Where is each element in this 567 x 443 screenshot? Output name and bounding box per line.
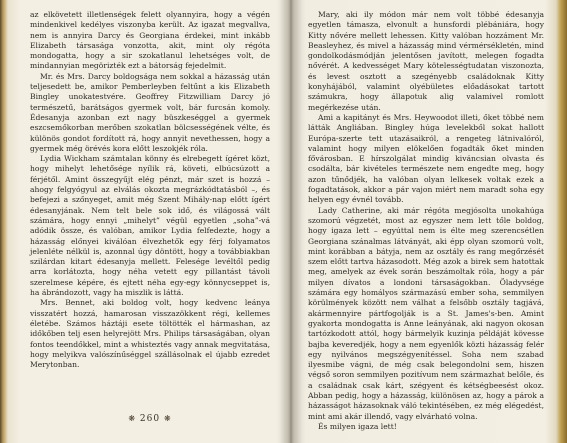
paragraph: Lady Catherine, aki már régóta megjósolta unokahúga szomorú végzetét, most az egyszer nem lett tőle boldog, hogy igaza lett – egyúttal nem is élte meg szerencsétlen Georgiana szánalmas látványát, aki épp olyan szomorú volt, mint korábban a bátyja, nem az osztály és rang megőrzését szem előtt tartva házasodott. Még azok a birek sem hatottak meg, amelyek az évek során beszámoltak róla, hogy a pár milyen dívatos a londoni társaságokban. Öladyvsége számára egy homályos származású ember soha, semmilyen körülmények között nem válhat a felsőbb osztály tagjává, akármennyire pártfogolják is a St. James's-ben. Amint gyakorta mondogatta is Anne leányának, aki nagyon okosan tartózkodott attól, hogy bármelyik kuzinja példáját kövesse bajba keveredjék, hogy a nem egyenlők közti házasság felér egy nyilvános megszégyenítéssel. Soha nem szabad ilyesmibe vágni, de még csak belegondolni sem, hiszen végső soron semmilyen pozitívum nem származhat belőle, és a családnak csak kárt, szégyent és kétségbeesést okoz. Abban pedig, hogy a házasság, különösen az, hogy a párok a házasságot házasoknak váló tekintésében, ez még elégedést, mint ami akár illendő, vagy elvárható volna. <box>308 205 544 421</box>
paragraph: Mr. és Mrs. Darcy boldogsága nem sokkal a házasság után teljesedett be, amikor Pemberleyben feltűnt a kis Elizabeth Bingley unokatestvére. Geoffrey Fitzwilliam Darcy jó természetű, barátságos gyermek volt, bár furcsán komoly. Édesanyja azonban ezt nagy büszkeséggel a gyermek eszcsemőkorban merőben szokatlan bölcsességének vélte, és különös gondot fordított rá, hogy annyit nevethessen, hogy a gyermek még örévés kora előtt leszokjék róla. <box>30 71 270 153</box>
paragraph: Mrs. Bennet, aki boldog volt, hogy kedvenc leánya visszatért hozzá, hamarosan visszazökkent régi, kellemes életébe. Számos háztáji esete töltötték el hármashan, az időkőben telj esen helyrejött Mrs. Philips társaságában, olyan fontos teendőkkel, mint a whisteztés vagy annak megvitatása, hogy melyikva valószínűséggel szállásolnak el újabb ezredet Merytonban. <box>30 298 270 370</box>
ornament-star-icon: ❋ <box>128 414 137 423</box>
paragraph: Ami a kapitányt és Mrs. Heywoodot illeti, őket többé nem látták Angliában. Bingley húga levelekből sokat hallott Európa-szerte tett utazásaikról, a rengeteg látnivalóról, valamint hogy milyen elökelően fogadták őket minden fővárosban. E hírszolgálat mindig kiváncsian olvasta és csodálta, bár kivételes természete nem engedte meg, hogy azon tűnődjék, ha valóban olyan lelkesek voltak ezek a fogadtatások, akkor a pár vajon miért nem maradt soha egy helyen egy évnél tovább. <box>308 112 544 205</box>
left-page <box>30 10 270 370</box>
ornament-star-icon: ❋ <box>163 414 172 423</box>
book-gutter <box>276 0 306 443</box>
paragraph: Mary, aki ily módon már nem volt többé édesanyja egyetlen támasza, elvonult a hunsfordi plébániára, hogy Kitty nővére mellett lehessen. Kitty valóban hozzáment Mr. Beasleyhez, és mivel a házasság mind vérmérsékletén, mind gondolkodásmódján jelentősen javított, melegen fogadta nővérét. A kedvességet Mary kötelességtudatan viszonozta, és levest osztott a szegényebb családoknak Kitty konyhájából, valamint olyébületes előadásokat tartott számukra, hogy állapotuk alig valamivel romlott megérkezése után. <box>308 10 544 112</box>
page-number-text: 260 <box>139 414 161 424</box>
paragraph: az elkövetett illetlenségek felett olyannyira, hogy a végén mindenkivel kedélyes viszonyba került. Az igazat megvallva, nem is annyira Darcy és Georgiana érdekei, mint inkább Elizabeth társasága vonzotta, akit, mint oly régóta mondogatta, hogy a sir szokatlanul lehetséges volt, de mindannyian megörizték ezt a bátorság fejedelmit. <box>30 10 270 71</box>
page-number <box>110 414 190 424</box>
paragraph: Lydia Wickham számtalan könny és elrebegett ígéret közt, hogy mihelyt lehetősége nyílik rá, követi, elbúcsúzott a férjétől. Amint összegyűjt elég pénzt, már szet is hozzá – ahogy felgyógyul az elválás okozta megrázkódtatásból –, és befejezi a szőnyeget, amit még Szent Mihály-nap előtt ígért édesanyjának. Nem telt bele sok idő, és világossá vált számára, hogy ennyi „mihelyt” végül egyetlen „soha”-vá adódik össze, és valóban, amikor Lydia felfedezte, hogy a házasság előnyei kiválóan élvezhetők egy férj folyamatos jelenléte nélkül is, azonnal úgy döntött, hogy a továbbiakban szilárdan kitart édesanyja mellett. Felesége levéltől pedig arra korlátozta, hogy néha vetett egy pillantást távoli szerelmese képére, és ejtett néha egy-egy könnycseppet is, ha ábrándozott, vagy ha miszlik is láttá. <box>30 154 270 298</box>
right-page <box>308 10 544 432</box>
paragraph: És milyen igaza lett! <box>318 421 397 431</box>
